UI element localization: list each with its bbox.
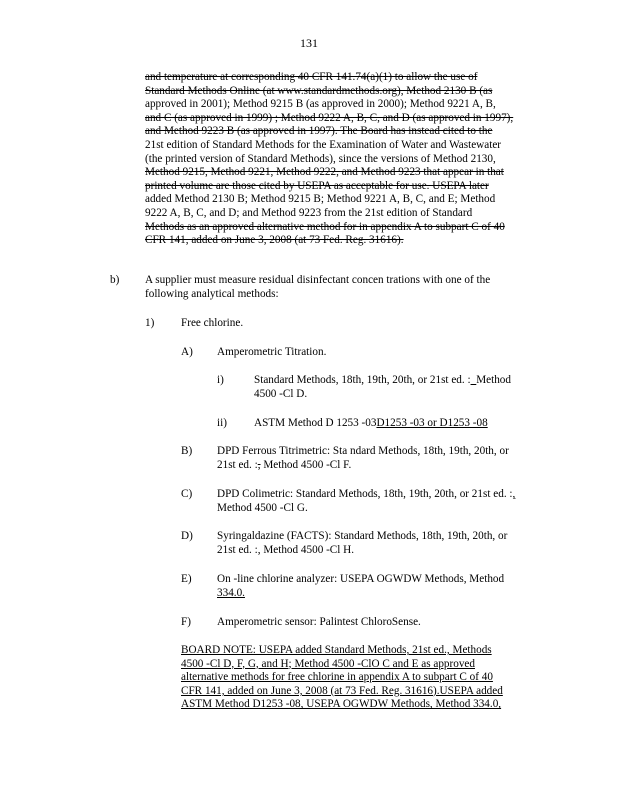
intro-segment: Method 9215, Method 9221, Method 9222, and Method 9223 that appear in that (145, 166, 504, 179)
intro-segment: CFR 141, added on June 3, 2008 (at 73 Fed. Reg. 31616). (145, 234, 404, 247)
item-b-line-2: following analytical methods: (145, 287, 279, 300)
intro-line (145, 180, 533, 194)
item-b-line-1: A supplier must measure residual disinfectant concen trations with one of the (145, 274, 491, 286)
intro-line (145, 85, 533, 99)
item-C-line-1: DPD Colimetric: Standard Methods, 18th, 19th, 20th, or 21st ed. : (217, 488, 513, 500)
item-B-deleted-comma: , (257, 458, 261, 471)
item-A-text: Amperometric Titration. (217, 346, 327, 358)
board-note (181, 644, 533, 712)
intro-line (145, 207, 533, 221)
item-D-line-1: Syringaldazine (FACTS): Standard Methods, 18th, 19th, 20th, or (217, 530, 508, 542)
item-Aii-insertion: D1253 -03 or D1253 -08 (376, 417, 488, 429)
item-C-line-2: Method 4500 -Cl G. (217, 501, 308, 514)
item-A-label: A) (181, 346, 193, 358)
item-F-text: Amperometric sensor: Palintest ChloroSense. (217, 616, 421, 628)
intro-segment: and temperature at corresponding 40 CFR 141.74(a)(1) to allow the use of (145, 71, 478, 83)
item-C-text (217, 488, 547, 515)
intro-segment: (the printed version of Standard Methods), since the versions of Method 2130, (145, 152, 496, 165)
intro-segment: 9222 A, B, C, and D; and Method 9223 from the 21st edition of Standard (145, 206, 473, 219)
intro-segment: and Method 9223 B (as approved in 1997). The Board has instead cited to the (145, 125, 493, 138)
item-B-line-1: DPD Ferrous Titrimetric: Sta ndard Methods, 18th, 19th, 20th, or (217, 445, 509, 457)
board-note-line-2: 4500 -Cl D, F, G, and H; Method 4500 -ClO C and E as approved (181, 657, 475, 670)
item-Ai-line-1: Standard Methods, 18th, 19th, 20th, or 21st ed. : (254, 374, 471, 386)
intro-segment: and C (as approved in 1999) ; Method 9222 A, B, C, and D (as approved in 1997), (145, 111, 514, 124)
intro-segment: added Method 2130 B; Method 9215 B; Method 9221 A, B, C, and E; Method (145, 193, 496, 206)
intro-segment: Standard Methods Online (at www.standardmethods.org), Method 2130 B (as (145, 84, 493, 97)
item-Aii-text (254, 417, 534, 431)
board-note-line-4: CFR 141, added on June 3, 2008 (at 73 Fed. Reg. 31616).USEPA added (181, 684, 503, 697)
item-Aii-pre: ASTM Method D 1253 -03 (254, 417, 377, 429)
intro-segment: Methods as an approved alternative method for in appendix A to subpart C of 40 (145, 220, 505, 233)
item-B-text (217, 445, 533, 472)
item-D-insert-mark: , (257, 543, 261, 556)
board-note-line-3: alternative methods for free chlorine in appendix A to subpart C of 40 (181, 671, 493, 684)
item-B-line-2-pre: 21st ed. : (217, 458, 258, 471)
item-C-insert-mark: , (512, 488, 516, 500)
item-Aii-label: ii) (217, 417, 227, 429)
item-D-text (217, 530, 533, 557)
item-F-label: F) (181, 616, 191, 628)
item-1-text: Free chlorine. (181, 317, 244, 329)
intro-paragraph (145, 71, 533, 248)
item-E-label: E) (181, 573, 192, 585)
item-E-line-1: On -line chlorine analyzer: USEPA OGWDW Methods, Method (217, 573, 505, 585)
item-Ai-insert-mark: _ (470, 374, 477, 386)
board-note-line-5: ASTM Method D1253 -08, USEPA OGWDW Methods, Method 334.0, (181, 698, 502, 711)
intro-line (145, 166, 533, 180)
item-D-line-2-pre: 21st ed. : (217, 543, 258, 556)
item-b-text (145, 274, 533, 301)
item-E-line-2: 334.0. (217, 586, 245, 599)
intro-line (145, 71, 533, 85)
intro-line (145, 221, 533, 235)
intro-segment: approved in 2001); Method 9215 B (as approved in 2000); Method 9221 A, B, (145, 98, 496, 111)
intro-segment: 21st edition of Standard Methods for the Examination of Water and Wastewater (145, 138, 502, 151)
page-number: 131 (300, 36, 318, 50)
intro-line (145, 153, 533, 167)
intro-line (145, 112, 533, 126)
item-Ai-text (254, 374, 534, 401)
item-D-label: D) (181, 530, 193, 542)
item-B-line-2-post: Method 4500 -Cl F. (260, 458, 352, 471)
intro-segment: printed volume are those cited by USEPA as acceptable for use. USEPA later (145, 179, 489, 192)
item-b-label: b) (110, 274, 120, 286)
item-D-line-2-post: Method 4500 -Cl H. (260, 543, 355, 556)
item-Ai-label: i) (217, 374, 224, 386)
intro-line (145, 193, 533, 207)
item-E-text (217, 573, 533, 600)
intro-line (145, 98, 533, 112)
item-Ai-line-2: 4500 -Cl D. (254, 387, 308, 400)
item-1-label: 1) (145, 317, 155, 329)
intro-line (145, 139, 533, 153)
intro-line (145, 125, 533, 139)
board-note-line-1: BOARD NOTE: USEPA added Standard Methods, 21st ed., Methods (181, 644, 492, 656)
item-C-label: C) (181, 488, 193, 500)
item-B-label: B) (181, 445, 193, 457)
item-Ai-tail: Method (476, 374, 511, 386)
intro-line (145, 234, 533, 248)
